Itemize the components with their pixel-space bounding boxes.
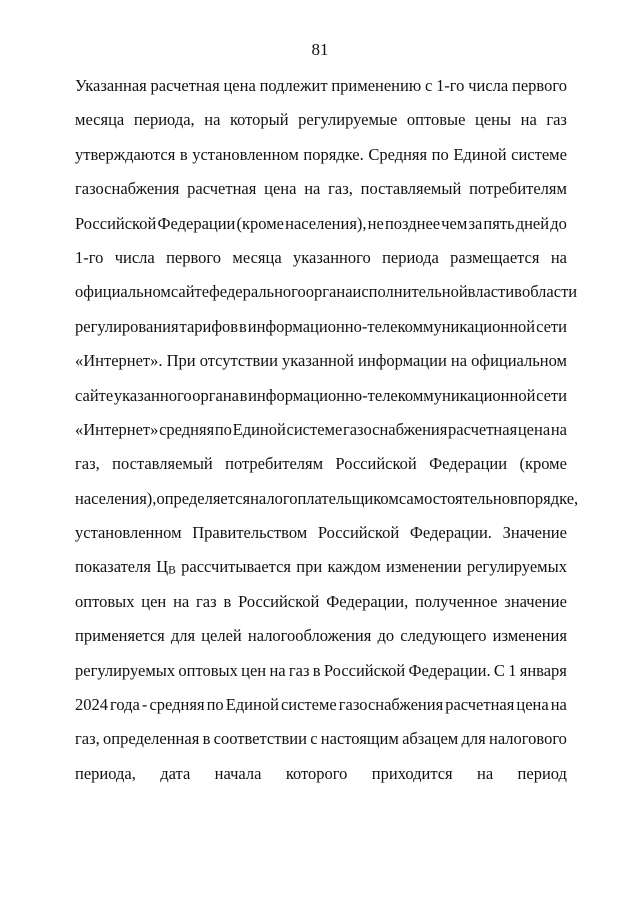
word: на <box>550 419 567 439</box>
word: в <box>312 660 321 680</box>
word: расчетная <box>448 419 518 439</box>
word: позднее <box>384 213 441 233</box>
word: следующего <box>400 626 487 646</box>
word: по <box>431 144 449 164</box>
word: (кроме <box>519 454 567 474</box>
word: первого <box>166 247 222 267</box>
word: начала <box>214 763 262 783</box>
word: в <box>202 729 211 749</box>
word: порядке. <box>303 144 364 164</box>
word: по <box>214 419 232 439</box>
word: Единой <box>453 144 507 164</box>
word: определенная <box>103 729 200 749</box>
text-line <box>75 523 567 557</box>
word: рассчитывается <box>181 557 292 577</box>
word: - <box>141 695 148 715</box>
word: соответствии <box>213 729 307 749</box>
word: каждом <box>327 557 381 577</box>
word: области <box>521 282 578 302</box>
word: месяца <box>75 110 125 130</box>
word: (кроме <box>236 213 284 233</box>
word: показателя <box>75 557 151 577</box>
word: указанного <box>113 385 192 405</box>
word: регулируемых <box>75 660 176 680</box>
word: Единой <box>232 419 286 439</box>
word: цена <box>223 76 256 95</box>
word: Федерации, <box>326 591 409 611</box>
word: средняя <box>159 419 215 439</box>
word: применяется <box>75 626 165 646</box>
word: целей <box>201 626 242 646</box>
text-line <box>75 351 567 385</box>
word: системе <box>511 144 567 164</box>
text-line <box>75 76 567 110</box>
word: регулируемые <box>298 110 398 130</box>
text-line <box>75 626 567 660</box>
word: информации <box>358 351 447 371</box>
word: цены <box>474 110 512 130</box>
word: цен <box>241 660 267 680</box>
word: в <box>239 385 248 405</box>
word: сайте <box>170 282 210 302</box>
word: цена <box>264 179 297 199</box>
word: настоящим <box>320 729 399 749</box>
word: газоснабжения <box>342 419 448 439</box>
word: на <box>304 179 321 199</box>
word: 2024 <box>75 695 108 715</box>
word: газ, <box>75 454 100 474</box>
word: Указанная <box>75 76 147 95</box>
word: населения), <box>75 488 157 508</box>
word: Средняя <box>368 144 428 164</box>
word: газ <box>288 660 310 680</box>
word: по <box>206 695 224 715</box>
word: органа <box>305 282 353 302</box>
word: «Интернет» <box>75 419 159 439</box>
word: Российской <box>335 454 417 474</box>
text-line <box>75 179 567 213</box>
word: применению <box>331 76 422 95</box>
text-line <box>75 317 567 351</box>
word: в <box>179 144 188 164</box>
word: газ <box>196 591 217 611</box>
word: сети <box>536 316 567 336</box>
word: оптовых <box>75 591 135 611</box>
word: отсутствии <box>199 351 278 371</box>
word: размещается <box>450 247 540 267</box>
word: значение <box>504 591 567 611</box>
word: установленном <box>75 523 182 543</box>
word: на <box>550 695 567 715</box>
word: 1 <box>508 660 517 680</box>
text-line <box>75 420 567 454</box>
word: периода, <box>133 110 195 130</box>
word: федерального <box>209 282 306 302</box>
word: Российской <box>323 660 406 680</box>
word: Значение <box>502 523 567 543</box>
word: налогоплательщиком <box>250 488 399 508</box>
word: Российской <box>238 591 320 611</box>
word: порядке, <box>517 488 579 508</box>
text-line <box>75 488 579 523</box>
word: 1-го <box>436 76 465 95</box>
word: числа <box>114 247 155 267</box>
word: газ, <box>328 179 353 199</box>
page-number: 81 <box>311 40 329 59</box>
word: расчетная <box>445 695 515 715</box>
word: на <box>477 763 494 783</box>
word: указанного <box>293 247 371 267</box>
word: информационно-телекоммуникационной <box>248 385 536 405</box>
word: Российской <box>317 523 400 543</box>
word: дата <box>160 763 191 783</box>
word: оптовые <box>406 110 466 130</box>
word: $Ц_В$ <box>156 557 176 578</box>
body-text <box>75 76 579 798</box>
word: до <box>550 213 567 233</box>
word: органа <box>192 385 239 405</box>
word: официальном <box>75 282 171 302</box>
word: на <box>550 247 567 267</box>
word: в <box>239 316 247 336</box>
word: 1-го <box>75 247 104 267</box>
word: потребителям <box>225 454 324 474</box>
word: числа <box>468 76 509 95</box>
word: которого <box>285 763 348 783</box>
text-line <box>75 454 567 488</box>
word: периода <box>382 247 439 267</box>
text-line <box>75 557 567 591</box>
word: регулируемых <box>466 557 567 577</box>
word: официальном <box>471 351 567 371</box>
word: в <box>223 591 232 611</box>
text-line <box>75 248 567 282</box>
word: оптовых <box>178 660 238 680</box>
word: сети <box>536 385 567 405</box>
text-line <box>75 764 567 798</box>
word: для <box>170 626 196 646</box>
word: газоснабжения <box>75 179 180 199</box>
word: исполнительной <box>352 282 468 302</box>
word: налогового <box>489 729 567 749</box>
word: газ <box>546 110 567 130</box>
word: периода, <box>75 763 136 783</box>
word: определяется <box>156 488 251 508</box>
word: сайте <box>75 385 114 405</box>
word: с <box>424 76 433 95</box>
word: Федерации <box>157 213 236 233</box>
word: года <box>110 695 140 715</box>
text-line <box>75 145 567 179</box>
text-line <box>75 214 567 248</box>
word: цена <box>516 695 549 715</box>
word: цена <box>517 419 551 439</box>
word: чем <box>441 213 468 233</box>
word: расчетная <box>150 76 220 95</box>
word: первого <box>512 76 567 95</box>
word: потребителям <box>469 179 567 199</box>
word: на <box>450 351 468 371</box>
word: Федерации <box>429 454 508 474</box>
text-line <box>75 386 567 420</box>
word: С <box>493 660 505 680</box>
text-line <box>75 592 567 626</box>
word: самостоятельно <box>398 488 510 508</box>
word: на <box>520 110 537 130</box>
word: Российской <box>75 213 157 233</box>
word: власти <box>467 282 515 302</box>
word: полученное <box>415 591 498 611</box>
word: абзацем <box>402 729 459 749</box>
word: Единой <box>225 695 279 715</box>
word: населения), <box>285 213 367 233</box>
word: пять <box>483 213 515 233</box>
word: налогообложения <box>247 626 372 646</box>
word: изменения <box>492 626 567 646</box>
word: поставляемый <box>360 179 462 199</box>
word: указанной <box>282 351 354 371</box>
word: Правительством <box>192 523 308 543</box>
word: При <box>166 351 196 371</box>
word: для <box>461 729 486 749</box>
text-line <box>75 282 578 316</box>
word: с <box>310 729 318 749</box>
word: подлежит <box>259 76 328 95</box>
word: расчетная <box>187 179 257 199</box>
text-line <box>75 695 567 729</box>
word: месяца <box>232 247 282 267</box>
word: информационно-телекоммуникационной <box>247 316 536 336</box>
word: поставляемый <box>112 454 213 474</box>
word: на <box>204 110 221 130</box>
word: установленном <box>192 144 299 164</box>
word: за <box>468 213 483 233</box>
word: не <box>367 213 384 233</box>
word: который <box>229 110 289 130</box>
word: в <box>514 282 522 302</box>
word: газ, <box>75 729 100 749</box>
word: системе <box>280 695 337 715</box>
word: «Интернет». <box>75 351 163 371</box>
word: до <box>377 626 395 646</box>
word: изменении <box>386 557 462 577</box>
word: системе <box>286 419 343 439</box>
word: период <box>517 763 567 783</box>
word: в <box>509 488 518 508</box>
word: приходится <box>371 763 453 783</box>
word: на <box>173 591 190 611</box>
word: цен <box>141 591 167 611</box>
text-line <box>75 661 567 695</box>
text-line <box>75 729 567 763</box>
word: на <box>269 660 286 680</box>
word: января <box>519 660 567 680</box>
word: при <box>296 557 323 577</box>
word: Федерации. <box>409 523 492 543</box>
word: средняя <box>149 695 205 715</box>
word: газоснабжения <box>338 695 444 715</box>
word: дней <box>515 213 550 233</box>
word: утверждаются <box>75 144 176 164</box>
word: тарифов <box>179 316 239 336</box>
text-line <box>75 110 567 144</box>
word: регулирования <box>75 316 179 336</box>
word: Федерации. <box>408 660 491 680</box>
